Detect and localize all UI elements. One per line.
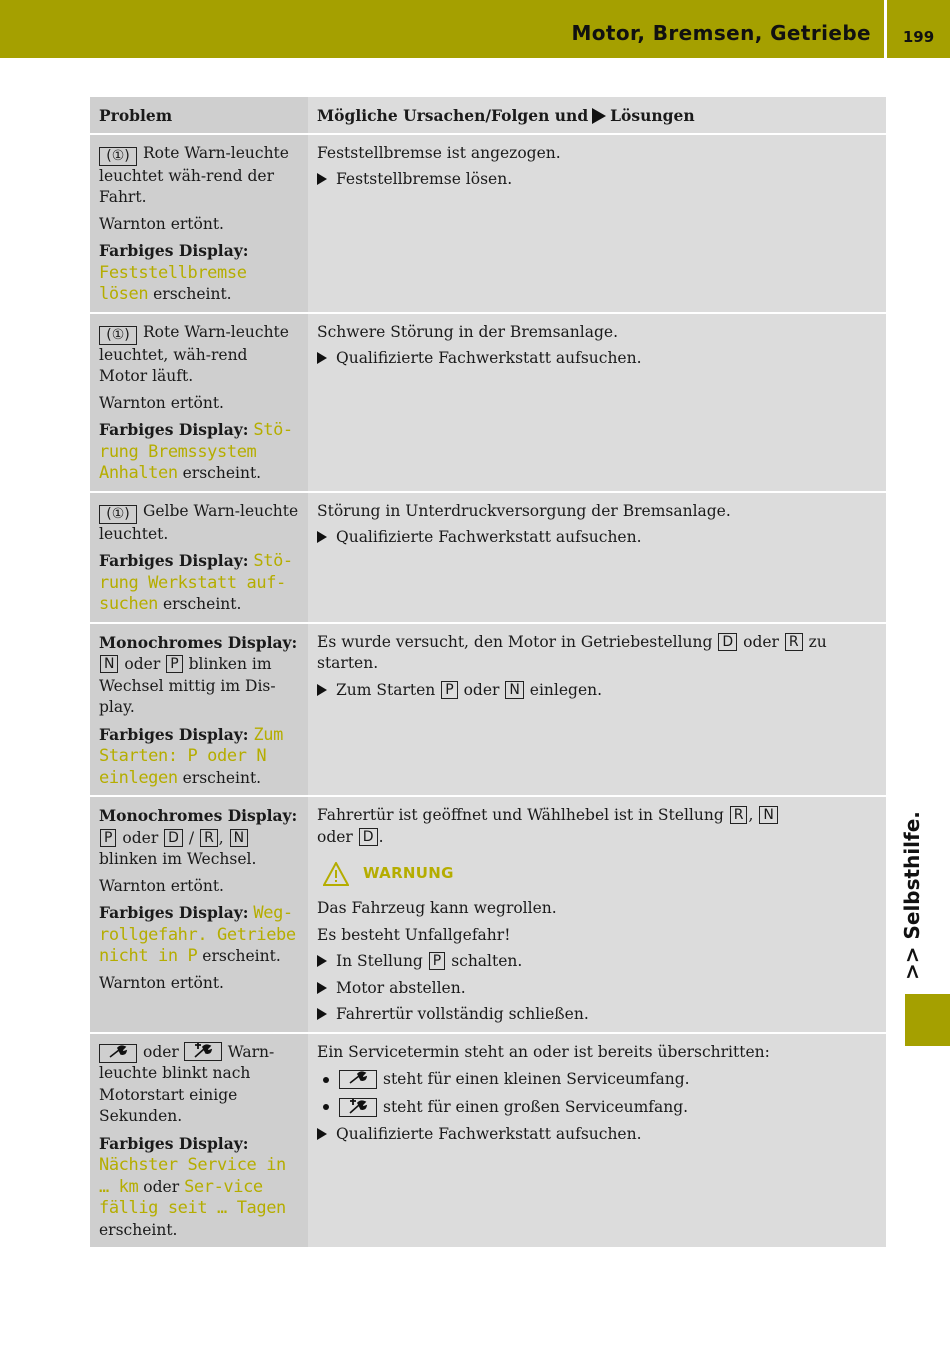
conjunction: oder xyxy=(743,632,779,651)
gear-key-d: D xyxy=(359,828,378,846)
column-header-solutions-label: Lösungen xyxy=(610,106,695,125)
problem-text: blinken im Wechsel mittig im Dis-play. xyxy=(99,655,276,716)
step-arrow-icon xyxy=(317,982,327,994)
display-message: Stö-rung Werkstatt auf-suchen xyxy=(99,551,293,614)
gear-key-p: P xyxy=(441,681,457,699)
cause-text: Störung in Unterdruckversorgung der Bremsanlage. xyxy=(317,501,731,520)
separator: / xyxy=(188,828,195,847)
solution-step: Feststellbremse lösen. xyxy=(336,170,513,188)
table-row xyxy=(90,1033,886,1248)
display-suffix: erscheint. xyxy=(162,595,242,613)
gear-key-r: R xyxy=(785,633,803,651)
step-arrow-icon xyxy=(317,1128,327,1140)
display-label: Farbiges Display: xyxy=(99,241,249,260)
display-label: Farbiges Display: xyxy=(99,1133,249,1153)
step-arrow-icon xyxy=(317,531,327,543)
step-arrow-icon xyxy=(317,1008,327,1020)
display-suffix: erscheint. xyxy=(153,285,232,303)
step-arrow-icon xyxy=(317,684,327,696)
problem-text: Rote Warn-leuchte leuchtet wäh-rend der Fahrt. xyxy=(99,143,289,206)
warning-text: Das Fahrzeug kann wegrollen. xyxy=(317,899,557,917)
display-label: Farbiges Display: xyxy=(99,551,249,570)
wrench-plus-icon xyxy=(339,1098,377,1117)
conjunction: oder xyxy=(143,1042,179,1061)
display-label: Farbiges Display: xyxy=(99,903,249,922)
service-list xyxy=(317,1069,877,1118)
separator: , xyxy=(218,828,224,847)
display-suffix: erscheint. xyxy=(182,768,262,787)
problem-cell xyxy=(90,492,308,623)
solution-step: Motor abstellen. xyxy=(336,978,466,997)
problem-text: Rote Warn-leuchte leuchtet, wäh-rend Motor läuft. xyxy=(99,322,289,385)
bullet-icon xyxy=(323,1104,329,1110)
display-message: Weg-rollgefahr. Getriebe nicht in P xyxy=(99,903,296,966)
problem-text: Warnton ertönt. xyxy=(99,876,224,895)
section-tab xyxy=(905,994,950,1046)
solution-step: Qualifizierte Fachwerkstatt aufsuchen. xyxy=(336,1125,642,1143)
conjunction: oder xyxy=(463,680,500,699)
display-suffix: erscheint. xyxy=(182,464,262,482)
brake-warning-icon: (①) xyxy=(99,505,137,524)
solution-step: Fahrertür vollständig schließen. xyxy=(336,1005,589,1023)
problem-text: blinken im Wechsel. xyxy=(99,850,257,868)
table-row xyxy=(90,623,886,797)
bullet-icon xyxy=(323,1077,329,1083)
solution-step: schalten. xyxy=(451,952,523,970)
conjunction: oder xyxy=(124,655,161,673)
wrench-icon xyxy=(339,1070,377,1089)
display-label: Monochromes Display: xyxy=(99,806,298,825)
display-message: Stö-rung Bremssystem Anhalten xyxy=(99,420,293,483)
table-header-row xyxy=(90,97,886,134)
display-suffix: erscheint. xyxy=(99,1220,178,1239)
gear-key-p: P xyxy=(100,829,116,847)
problem-cell xyxy=(90,134,308,313)
solution-step: Qualifizierte Fachwerkstatt aufsuchen. xyxy=(336,528,642,546)
gear-key-r: R xyxy=(200,829,218,847)
separator: , xyxy=(748,806,754,824)
gear-key-p: P xyxy=(166,655,182,673)
list-item xyxy=(317,1097,877,1119)
gear-key-p: P xyxy=(429,952,445,970)
wrench-plus-icon xyxy=(184,1042,222,1061)
list-item-text: steht für einen kleinen Serviceumfang. xyxy=(383,1070,690,1088)
problem-cell xyxy=(90,313,308,492)
gear-key-n: N xyxy=(100,655,118,673)
solution-step: In Stellung xyxy=(336,952,423,970)
cause-text: Schwere Störung in der Bremsanlage. xyxy=(317,322,619,341)
gear-key-n: N xyxy=(230,829,248,847)
solution-cell xyxy=(308,796,886,1033)
step-arrow-icon xyxy=(317,955,327,967)
problem-text: Gelbe Warn-leuchte leuchtet. xyxy=(99,501,299,543)
page-number: 199 xyxy=(902,28,935,46)
page-title: Motor, Bremsen, Getriebe xyxy=(571,21,871,45)
warning-label: WARNUNG xyxy=(363,864,454,883)
display-label: Farbiges Display: xyxy=(99,724,249,744)
gear-key-d: D xyxy=(164,829,183,847)
separator: . xyxy=(378,827,384,846)
warning-triangle-icon xyxy=(323,862,349,886)
conjunction: oder xyxy=(122,828,159,847)
display-message: Zum Starten: P oder N einlegen xyxy=(99,724,283,788)
display-message: Feststellbremse lösen xyxy=(99,262,247,304)
conjunction: oder xyxy=(143,1177,180,1196)
step-arrow-icon xyxy=(317,352,327,364)
problem-text: Warnton ertönt. xyxy=(99,393,224,412)
wrench-icon xyxy=(99,1044,137,1063)
cause-text: zu starten. xyxy=(317,632,827,672)
gear-key-n: N xyxy=(505,681,523,699)
troubleshooting-table xyxy=(90,97,886,1247)
table-row xyxy=(90,313,886,492)
solution-cell xyxy=(308,623,886,797)
table-row xyxy=(90,492,886,623)
display-suffix: erscheint. xyxy=(202,947,281,965)
problem-text: Warnton ertönt. xyxy=(99,973,224,992)
solution-step: Qualifizierte Fachwerkstatt aufsuchen. xyxy=(336,349,642,367)
column-header-solutions xyxy=(308,97,886,134)
step-arrow-icon xyxy=(317,173,327,185)
gear-key-n: N xyxy=(759,806,777,824)
solution-step: Zum Starten xyxy=(336,680,436,699)
display-label: Monochromes Display: xyxy=(99,632,298,652)
display-message: Nächster Service in … km xyxy=(99,1155,286,1197)
solution-step: einlegen. xyxy=(529,680,603,699)
list-item xyxy=(317,1069,877,1091)
cause-text: Es wurde versucht, den Motor in Getriebestellung xyxy=(317,632,713,651)
brake-warning-icon: (①) xyxy=(99,326,137,345)
problem-cell xyxy=(90,1033,308,1248)
solution-cell xyxy=(308,1033,886,1248)
conjunction: oder xyxy=(317,827,353,846)
warning-text: Es besteht Unfallgefahr! xyxy=(317,925,511,944)
warning-block xyxy=(323,862,877,886)
solution-cell xyxy=(308,313,886,492)
problem-text: Warnton ertönt. xyxy=(99,214,224,233)
display-message: Ser-vice fällig seit … Tagen xyxy=(99,1176,286,1218)
table-row xyxy=(90,134,886,313)
problem-text: Warn-leuchte blinkt nach Motorstart einige Sekunden. xyxy=(99,1042,275,1125)
cause-text: Fahrertür ist geöffnet und Wählhebel ist in Stellung xyxy=(317,806,724,824)
brake-warning-icon: (①) xyxy=(99,147,137,166)
solution-cell xyxy=(308,492,886,623)
gear-key-r: R xyxy=(730,806,748,824)
gear-key-d: D xyxy=(718,633,737,651)
solution-cell xyxy=(308,134,886,313)
cause-text: Feststellbremse ist angezogen. xyxy=(317,143,561,162)
cause-text: Ein Servicetermin steht an oder ist bereits überschritten: xyxy=(317,1042,770,1061)
problem-cell xyxy=(90,796,308,1033)
section-label: >> Selbsthilfe. xyxy=(900,811,924,980)
problem-cell xyxy=(90,623,308,797)
column-header-causes: Mögliche Ursachen/Folgen und xyxy=(317,106,589,125)
list-item-text: steht für einen großen Serviceumfang. xyxy=(383,1097,689,1116)
table-row xyxy=(90,796,886,1033)
column-header-problem: Problem xyxy=(90,97,308,134)
display-label: Farbiges Display: xyxy=(99,420,249,439)
arrow-right-icon xyxy=(592,108,606,124)
